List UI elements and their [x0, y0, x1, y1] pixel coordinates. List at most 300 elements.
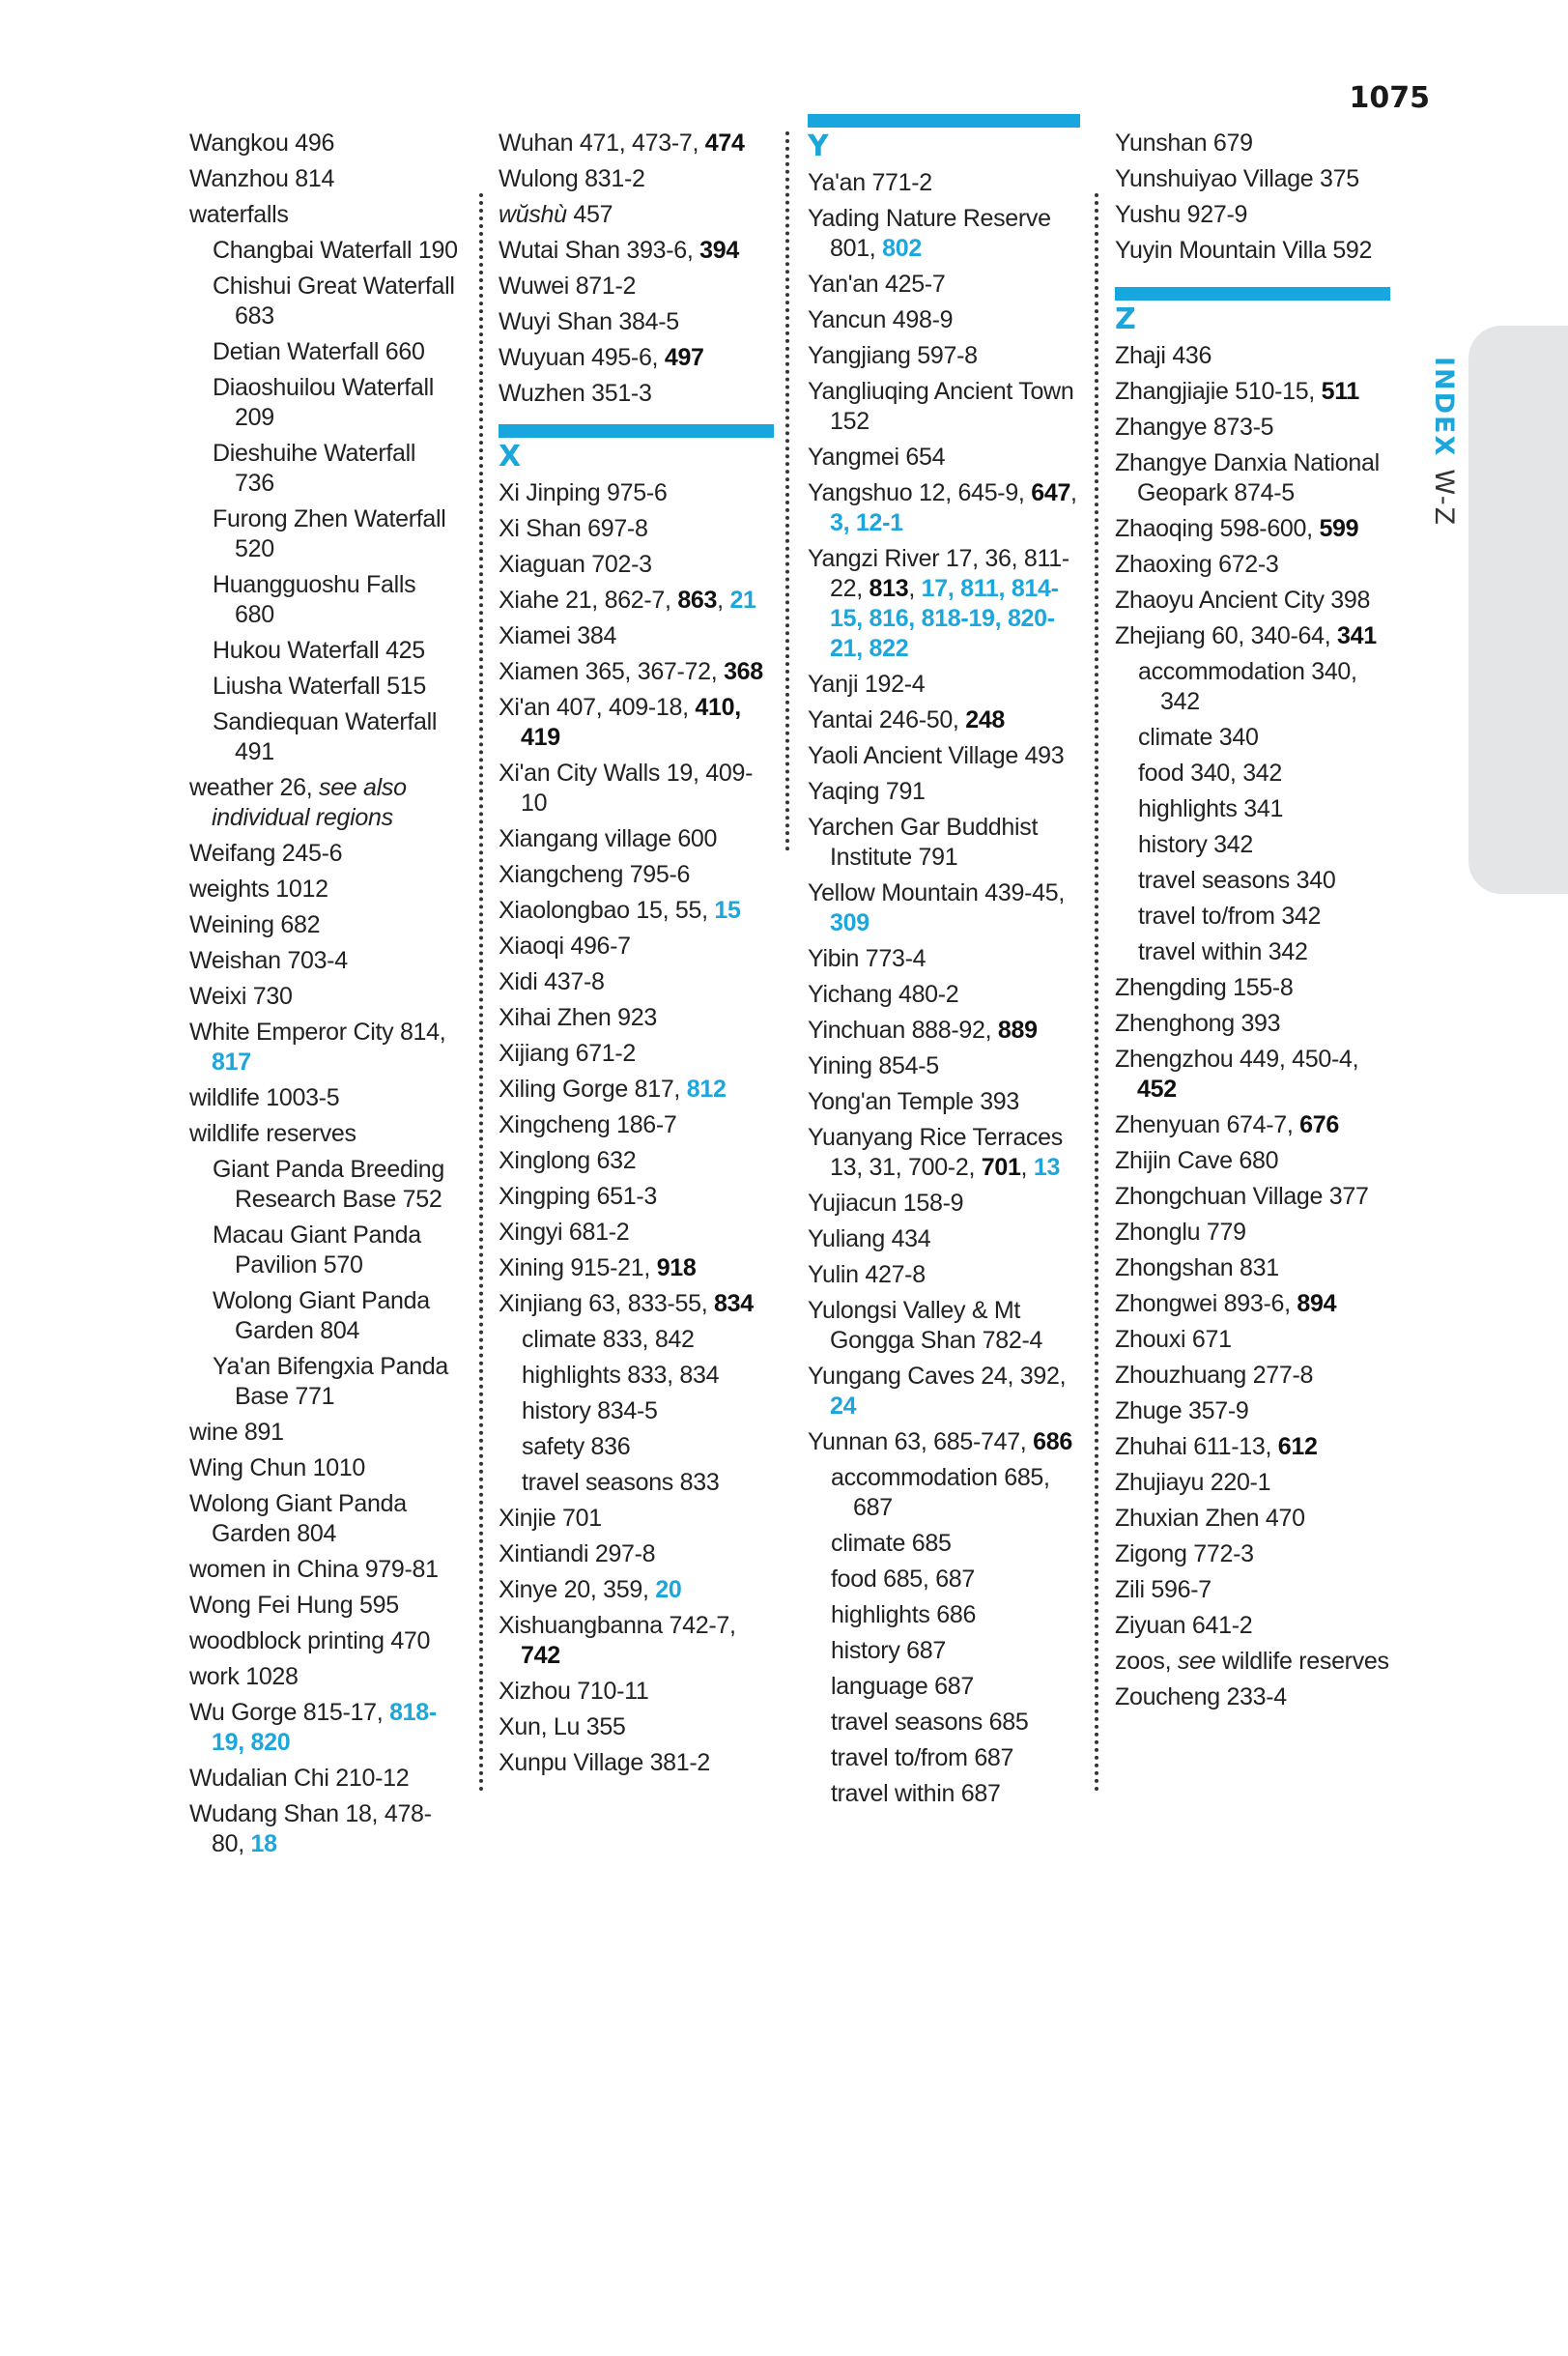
entry-text: Zhaoyu Ancient City 398: [1115, 587, 1371, 614]
index-subentry: [831, 1708, 1080, 1738]
index-subentry: [1138, 902, 1390, 932]
entry-text: Xingcheng 186-7: [499, 1111, 677, 1138]
entry-text: Yan'an 425-7: [808, 271, 946, 298]
index-entry: [1115, 236, 1390, 266]
entry-text: Wanzhou 814: [189, 165, 335, 192]
map-page-ref: 13: [1033, 1154, 1061, 1181]
entry-text: Yaoli Ancient Village 493: [808, 742, 1065, 769]
index-subentry: [1138, 830, 1390, 860]
index-subentry: [522, 1468, 774, 1498]
index-subentry: [831, 1743, 1080, 1773]
index-entry: [499, 1677, 774, 1707]
entry-text: Yunshan 679: [1115, 129, 1253, 157]
entry-text: Wing Chun 1010: [189, 1454, 366, 1481]
index-entry: [499, 693, 774, 753]
entry-text: Xiangang village 600: [499, 825, 718, 852]
entry-text: Yujiacun 158-9: [808, 1190, 964, 1217]
index-entry: [189, 1591, 460, 1621]
entry-text: Yangshuo 12, 645-9,: [808, 479, 1032, 506]
entry-text: ,: [717, 587, 730, 614]
entry-text: work 1028: [189, 1663, 299, 1690]
index-subentry: [213, 707, 460, 767]
italic-text: see: [1177, 1648, 1216, 1675]
entry-text: travel seasons 340: [1138, 867, 1336, 894]
entry-text: Wangkou 496: [189, 129, 335, 157]
entry-text: Wutai Shan 393-6,: [499, 237, 700, 264]
italic-text: see also individual regions: [212, 774, 407, 831]
entry-text: Xunpu Village 381-2: [499, 1749, 711, 1776]
entry-text: history 834-5: [522, 1397, 658, 1424]
index-entry: [1115, 1110, 1390, 1140]
index-entry: [499, 657, 774, 687]
entry-text: Wuyuan 495-6,: [499, 344, 665, 371]
index-entry: [808, 741, 1080, 771]
entry-text: Zhujiayu 220-1: [1115, 1469, 1271, 1496]
index-entry: [189, 1119, 460, 1149]
index-subentry: [213, 504, 460, 564]
entry-text: travel to/from 687: [831, 1744, 1014, 1771]
index-entry: [499, 1218, 774, 1248]
entry-text: Zigong 772-3: [1115, 1540, 1254, 1567]
entry-text: Wong Fei Hung 595: [189, 1592, 399, 1619]
entry-text: Xinjie 701: [499, 1505, 602, 1532]
entry-text: Zhuhai 611-13,: [1115, 1433, 1278, 1460]
index-entry: [499, 1003, 774, 1033]
entry-text: wildlife reserves: [1215, 1648, 1389, 1675]
index-entry: [499, 550, 774, 580]
bold-page-ref: 889: [997, 1017, 1038, 1044]
entry-text: Yanji 192-4: [808, 671, 926, 698]
entry-text: Yangmei 654: [808, 444, 946, 471]
entry-text: White Emperor City 814,: [189, 1019, 446, 1046]
index-entry: [1115, 1539, 1390, 1569]
entry-text: travel to/from 342: [1138, 903, 1322, 930]
entry-text: Wuwei 871-2: [499, 273, 637, 300]
index-entry: [1115, 1682, 1390, 1712]
index-entry: [499, 1075, 774, 1105]
entry-text: food 340, 342: [1138, 760, 1283, 787]
index-entry: [1115, 1468, 1390, 1498]
entry-text: Yuliang 434: [808, 1225, 931, 1252]
entry-text: zoos,: [1115, 1648, 1178, 1675]
map-page-ref: 18: [250, 1830, 277, 1857]
entry-text: Wuzhen 351-3: [499, 380, 652, 407]
entry-text: Yichang 480-2: [808, 981, 959, 1008]
index-entry: [189, 200, 460, 230]
entry-text: accommodation 340, 342: [1138, 658, 1357, 715]
entry-text: climate 833, 842: [522, 1326, 695, 1353]
entry-text: Xizhou 710-11: [499, 1678, 649, 1705]
index-entry: [808, 1087, 1080, 1117]
entry-text: Yong'an Temple 393: [808, 1088, 1020, 1115]
side-tab-index: INDEX: [1429, 357, 1459, 458]
entry-text: Zhongshan 831: [1115, 1254, 1279, 1281]
bold-page-ref: 368: [724, 658, 763, 685]
entry-text: Xihai Zhen 923: [499, 1004, 657, 1031]
index-entry: [808, 878, 1080, 938]
entry-text: Zhangye 873-5: [1115, 414, 1274, 441]
letter-bar-x: [499, 424, 774, 438]
entry-text: Yancun 498-9: [808, 306, 954, 333]
index-entry: [808, 670, 1080, 700]
bold-page-ref: 410, 419: [521, 694, 741, 751]
y-entries-list: [808, 168, 1080, 1809]
entry-text: Wulong 831-2: [499, 165, 645, 192]
index-entry: [808, 544, 1080, 664]
index-subentry: [213, 636, 460, 666]
index-entry: [189, 1799, 460, 1859]
index-entry: [499, 1504, 774, 1534]
index-entry: [808, 1224, 1080, 1254]
bold-page-ref: 647: [1031, 479, 1071, 506]
entry-text: Xingping 651-3: [499, 1183, 657, 1210]
index-entry: [808, 813, 1080, 873]
bold-page-ref: 394: [699, 237, 739, 264]
index-entry: [1115, 1146, 1390, 1176]
index-subentry: [213, 373, 460, 433]
entry-text: Yunshuiyao Village 375: [1115, 165, 1359, 192]
index-entry: [808, 944, 1080, 974]
side-tab-range: W-Z: [1429, 469, 1459, 528]
bold-page-ref: 452: [1137, 1076, 1177, 1103]
index-subentry: [213, 439, 460, 499]
index-entry: [808, 777, 1080, 807]
entry-text: Xiamen 365, 367-72,: [499, 658, 725, 685]
index-entry: [499, 860, 774, 890]
entry-text: Ziyuan 641-2: [1115, 1612, 1253, 1639]
index-entry: [499, 1539, 774, 1569]
entry-text: Xiaolongbao 15, 55,: [499, 897, 715, 924]
index-entry: [189, 773, 460, 833]
entry-text: Zhaoqing 598-600,: [1115, 515, 1320, 542]
entry-text: Yading Nature Reserve 801,: [808, 205, 1051, 262]
entry-text: travel within 687: [831, 1780, 1001, 1807]
index-entry: [808, 270, 1080, 300]
index-column-3: [808, 114, 1080, 1815]
entry-text: Xi'an 407, 409-18,: [499, 694, 696, 721]
entry-text: waterfalls: [189, 201, 289, 228]
index-entry: [808, 204, 1080, 264]
index-entry: [1115, 164, 1390, 194]
index-entry: [1115, 1325, 1390, 1355]
entry-text: Yangliuqing Ancient Town 152: [808, 378, 1074, 435]
map-page-ref: 21: [729, 587, 756, 614]
entry-text: Xiaoqi 496-7: [499, 933, 631, 960]
entry-text: Yaqing 791: [808, 778, 926, 805]
index-entry: [499, 1146, 774, 1176]
index-entry: [499, 1253, 774, 1283]
entry-text: Xi Jinping 975-6: [499, 479, 668, 506]
entry-text: Yushu 927-9: [1115, 201, 1248, 228]
entry-text: Xintiandi 297-8: [499, 1540, 656, 1567]
entry-text: Yunnan 63, 685-747,: [808, 1428, 1034, 1455]
index-entry: [499, 1611, 774, 1671]
entry-text: Xinye 20, 359,: [499, 1576, 656, 1603]
index-entry: [189, 982, 460, 1012]
entry-text: Yangjiang 597-8: [808, 342, 978, 369]
entry-text: Zhengzhou 449, 450-4,: [1115, 1046, 1359, 1073]
entry-text: Furong Zhen Waterfall 520: [213, 505, 446, 562]
index-entry: [808, 1016, 1080, 1046]
index-entry: [808, 1189, 1080, 1219]
index-subentry: [522, 1432, 774, 1462]
bold-page-ref: 834: [714, 1290, 754, 1317]
map-page-ref: 812: [686, 1076, 727, 1103]
entry-text: wildlife 1003-5: [189, 1084, 340, 1111]
index-subentry: [522, 1396, 774, 1426]
entry-text: Ya'an Bifengxia Panda Base 771: [213, 1353, 449, 1410]
bold-page-ref: 612: [1277, 1433, 1318, 1460]
entry-text: climate 340: [1138, 724, 1259, 751]
index-entry: [808, 980, 1080, 1010]
entry-text: Yarchen Gar Buddhist Institute 791: [808, 814, 1039, 871]
entry-text: Zoucheng 233-4: [1115, 1683, 1287, 1710]
entry-text: Wudalian Chi 210-12: [189, 1765, 410, 1792]
index-entry: [808, 305, 1080, 335]
entry-text: Yining 854-5: [808, 1052, 939, 1079]
index-entry: [808, 478, 1080, 538]
entry-text: Yulin 427-8: [808, 1261, 926, 1288]
index-entry: [499, 272, 774, 302]
index-entry: [499, 1289, 774, 1319]
index-subentry: [1138, 866, 1390, 896]
bold-page-ref: 918: [656, 1254, 697, 1281]
bold-page-ref: 686: [1033, 1428, 1072, 1455]
entry-text: Weining 682: [189, 911, 321, 938]
entry-text: Xiling Gorge 817,: [499, 1076, 687, 1103]
index-entry: [1115, 1396, 1390, 1426]
map-page-ref: 3, 12-1: [830, 509, 903, 536]
index-entry: [499, 478, 774, 508]
entry-text: Zhuge 357-9: [1115, 1397, 1249, 1424]
entry-text: Wuyi Shan 384-5: [499, 308, 679, 335]
entry-text: Xijiang 671-2: [499, 1040, 637, 1067]
entry-text: Zhongchuan Village 377: [1115, 1183, 1369, 1210]
entry-text: Giant Panda Breeding Research Base 752: [213, 1156, 445, 1213]
bold-page-ref: 248: [965, 706, 1006, 733]
index-entry: [499, 1712, 774, 1742]
entry-text: history 342: [1138, 831, 1253, 858]
z-entries-list: [1115, 341, 1390, 1712]
entry-text: Sandiequan Waterfall 491: [213, 708, 438, 765]
index-entry: [1115, 448, 1390, 508]
index-entry: [189, 1555, 460, 1585]
map-page-ref: 818-19, 820: [212, 1699, 437, 1756]
index-entry: [499, 759, 774, 819]
index-entry: [808, 705, 1080, 735]
index-entry: [1115, 1647, 1390, 1677]
letter-heading-z: Z: [1115, 302, 1136, 336]
index-subentry: [1138, 657, 1390, 717]
entry-text: Weifang 245-6: [189, 840, 343, 867]
letter-heading-x: X: [499, 440, 522, 474]
map-page-ref: 309: [830, 909, 870, 936]
entry-text: Xiaguan 702-3: [499, 551, 652, 578]
entry-text: Zhouzhuang 277-8: [1115, 1362, 1314, 1389]
column-divider-2: [785, 131, 789, 851]
entry-text: Yinchuan 888-92,: [808, 1017, 998, 1044]
entry-text: travel within 342: [1138, 938, 1308, 965]
entry-text: Xi Shan 697-8: [499, 515, 648, 542]
entry-text: Zhouxi 671: [1115, 1326, 1232, 1353]
entry-text: Ya'an 771-2: [808, 169, 932, 196]
map-page-ref: 24: [830, 1393, 857, 1420]
entry-text: weights 1012: [189, 876, 328, 903]
entry-text: Zhejiang 60, 340-64,: [1115, 622, 1337, 649]
index-entry: [189, 910, 460, 940]
index-subentry: [213, 236, 460, 266]
index-entry: [1115, 1432, 1390, 1462]
entry-text: Weixi 730: [189, 983, 293, 1010]
bold-page-ref: 701: [981, 1154, 1021, 1181]
index-entry: [189, 875, 460, 905]
index-entry: [808, 1260, 1080, 1290]
index-subentry: [831, 1529, 1080, 1559]
index-entry: [1115, 1289, 1390, 1319]
entry-text: Zili 596-7: [1115, 1576, 1212, 1603]
entry-text: Yantai 246-50,: [808, 706, 966, 733]
map-page-ref: 20: [655, 1576, 682, 1603]
entry-text: Yellow Mountain 439-45,: [808, 879, 1065, 906]
entry-text: Zhijin Cave 680: [1115, 1147, 1279, 1174]
entry-text: Xinglong 632: [499, 1147, 637, 1174]
index-entry: [1115, 1253, 1390, 1283]
entry-text: Zhangye Danxia National Geopark 874-5: [1115, 449, 1380, 506]
entry-text: Xi'an City Walls 19, 409-10: [499, 760, 754, 817]
entry-text: ,: [1020, 1154, 1034, 1181]
index-entry: [1115, 1009, 1390, 1039]
entry-text: weather 26,: [189, 774, 319, 801]
y-entries-cont-list: [1115, 129, 1390, 266]
entry-text: Huangguoshu Falls 680: [213, 571, 416, 628]
index-entry: [189, 1018, 460, 1077]
entry-text: Macau Giant Panda Pavilion 570: [213, 1221, 421, 1279]
index-entry: [1115, 1504, 1390, 1534]
index-entry: [189, 1083, 460, 1113]
index-entry: [499, 307, 774, 337]
index-entry: [499, 824, 774, 854]
column-divider-1: [479, 193, 483, 1793]
index-entry: [1115, 341, 1390, 371]
index-subentry: [831, 1565, 1080, 1595]
index-subentry: [213, 337, 460, 367]
entry-text: climate 685: [831, 1530, 952, 1557]
entry-text: food 685, 687: [831, 1566, 976, 1593]
index-entry: [189, 1453, 460, 1483]
index-subentry: [1138, 759, 1390, 789]
italic-text: wŭshù: [499, 201, 567, 228]
index-entry: [189, 129, 460, 158]
index-column-1: [189, 129, 460, 1865]
entry-text: Xingyi 681-2: [499, 1219, 630, 1246]
entry-text: Wudang Shan 18, 478-80,: [189, 1800, 432, 1857]
index-entry: [189, 1489, 460, 1549]
index-entry: [1115, 1182, 1390, 1212]
map-page-ref: 17, 811, 814-15, 816, 818-19, 820-21, 822: [830, 575, 1059, 662]
index-subentry: [1138, 937, 1390, 967]
side-tab-label: [1420, 357, 1459, 551]
index-entry: [189, 1626, 460, 1656]
index-entry: [808, 1123, 1080, 1183]
bold-page-ref: 676: [1299, 1111, 1339, 1138]
index-entry: [1115, 413, 1390, 443]
bold-page-ref: 341: [1336, 622, 1377, 649]
entry-text: Zhengding 155-8: [1115, 974, 1294, 1001]
entry-text: ,: [1070, 479, 1077, 506]
bold-page-ref: 511: [1321, 378, 1360, 405]
entry-text: highlights 686: [831, 1601, 977, 1628]
index-entry: [808, 1427, 1080, 1457]
entry-text: Yulongsi Valley & Mt Gongga Shan 782-4: [808, 1297, 1043, 1354]
entry-text: travel seasons 833: [522, 1469, 720, 1496]
w-entries-list: [499, 129, 774, 409]
entry-text: ,: [908, 575, 922, 602]
index-entry: [499, 129, 774, 158]
index-entry: [1115, 621, 1390, 651]
entry-text: Wolong Giant Panda Garden 804: [189, 1490, 407, 1547]
entry-text: Diaoshuilou Waterfall 209: [213, 374, 434, 431]
index-entry: [189, 1662, 460, 1692]
side-thumb-tab: [1468, 326, 1568, 894]
index-entry: [1115, 586, 1390, 616]
index-entry: [499, 1110, 774, 1140]
entry-text: Zhongwei 893-6,: [1115, 1290, 1297, 1317]
entry-text: Zhaoxing 672-3: [1115, 551, 1279, 578]
index-entry: [189, 839, 460, 869]
index-subentry: [213, 1286, 460, 1346]
entry-text: Xidi 437-8: [499, 968, 605, 995]
index-entry: [499, 236, 774, 266]
bold-page-ref: 863: [677, 587, 718, 614]
index-entry: [499, 1575, 774, 1605]
entry-text: Detian Waterfall 660: [213, 338, 425, 365]
entry-text: Yangzi River 17, 36, 811-22,: [808, 545, 1069, 602]
entry-text: Xun, Lu 355: [499, 1713, 626, 1740]
entry-text: Xiangcheng 795-6: [499, 861, 691, 888]
entry-text: Zhenyuan 674-7,: [1115, 1111, 1300, 1138]
index-subentry: [213, 1352, 460, 1412]
entry-text: Wuhan 471, 473-7,: [499, 129, 705, 157]
index-subentry: [1138, 794, 1390, 824]
entry-text: Hukou Waterfall 425: [213, 637, 425, 664]
index-entry: [189, 1698, 460, 1758]
entry-text: Xining 915-21,: [499, 1254, 657, 1281]
index-entry: [499, 967, 774, 997]
entry-text: Wolong Giant Panda Garden 804: [213, 1287, 430, 1344]
index-entry: [499, 586, 774, 616]
entry-text: Zhenghong 393: [1115, 1010, 1281, 1037]
entry-text: history 687: [831, 1637, 946, 1664]
index-entry: [808, 341, 1080, 371]
index-entry: [499, 896, 774, 926]
entry-text: Yuanyang Rice Terraces 13, 31, 700-2,: [808, 1124, 1063, 1181]
index-entry: [499, 200, 774, 230]
index-entry: [499, 1748, 774, 1778]
entry-text: safety 836: [522, 1433, 631, 1460]
index-entry: [1115, 1575, 1390, 1605]
letter-bar-y: [808, 114, 1080, 128]
entry-text: Zhuxian Zhen 470: [1115, 1505, 1305, 1532]
index-entry: [1115, 377, 1390, 407]
entry-text: Yuyin Mountain Villa 592: [1115, 237, 1373, 264]
index-entry: [1115, 1611, 1390, 1641]
index-subentry: [213, 1221, 460, 1280]
entry-text: Xinjiang 63, 833-55,: [499, 1290, 715, 1317]
index-subentry: [831, 1672, 1080, 1702]
map-page-ref: 817: [212, 1049, 251, 1076]
entry-text: Zhangjiajie 510-15,: [1115, 378, 1322, 405]
entry-text: Yibin 773-4: [808, 945, 927, 972]
